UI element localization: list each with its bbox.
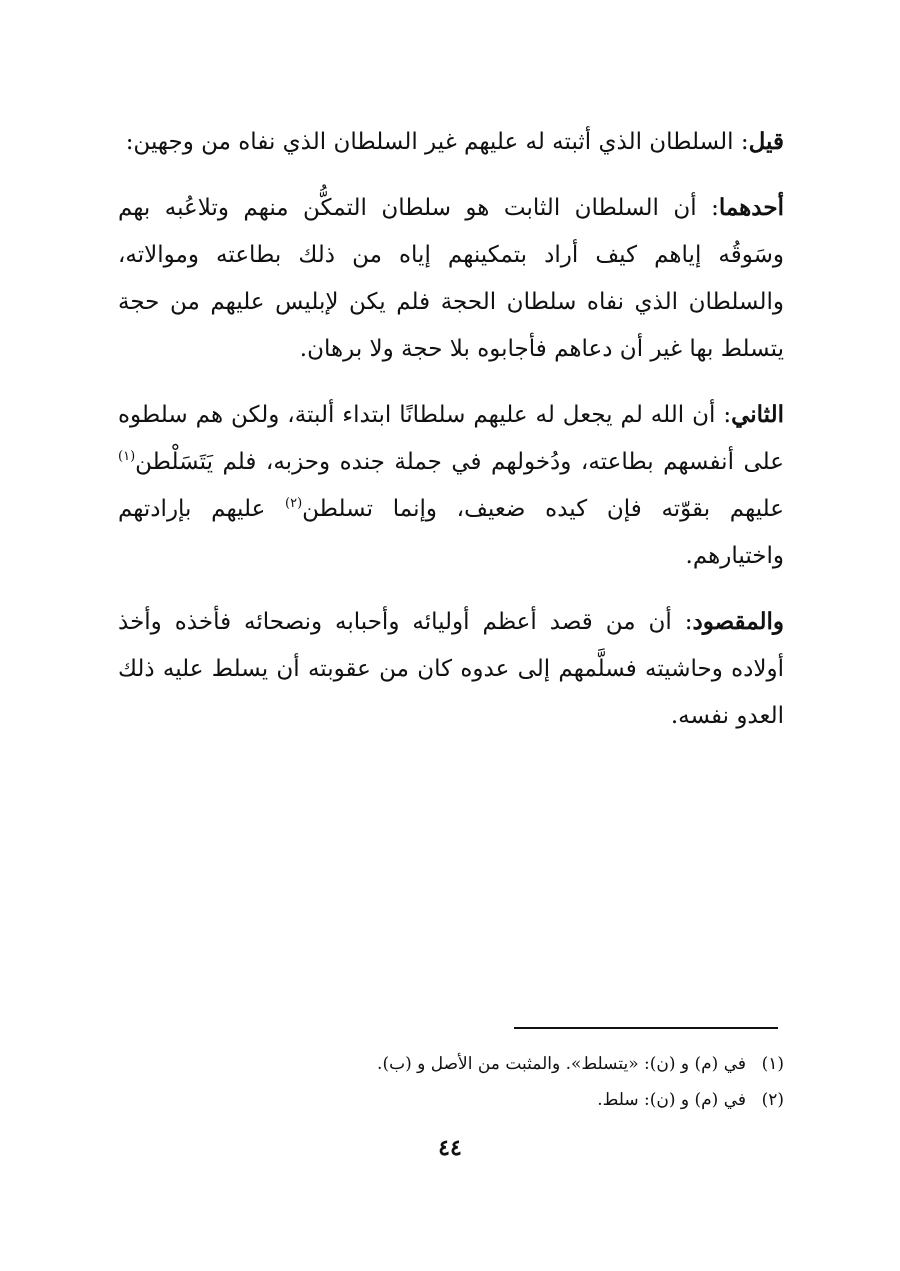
paragraph-text-part: عليهم بقوّته فإن كيده ضعيف، وإنما تسلطن	[302, 496, 784, 522]
lead-separator: :	[733, 129, 749, 155]
paragraph-lead: قيل	[748, 128, 784, 155]
page-number: ٤٤	[438, 1135, 462, 1161]
paragraph-1	[118, 118, 784, 166]
paragraph-text-part: عليهم بإرادتهم واختيارهم.	[118, 496, 784, 569]
paragraph-3	[118, 391, 784, 580]
paragraph-text: السلطان الذي أثبته له عليهم غير السلطان الذي نفاه من وجهين:	[125, 129, 734, 155]
lead-separator: :	[671, 609, 693, 635]
paragraph-text: أن من قصد أعظم أوليائه وأحبابه ونصحائه فأخذه وأخذ أولاده وحاشيته فسلَّمهم إلى عدوه كان من عقوبته أن يسلط عليه ذلك العدو نفسه.	[118, 609, 784, 729]
paragraph-4	[118, 598, 784, 740]
footnote-text: في (م) و (ن): سلط.	[597, 1090, 746, 1110]
paragraph-2	[118, 184, 784, 373]
footnote-number: (١)	[761, 1054, 784, 1074]
lead-separator: :	[715, 402, 732, 428]
footnote-text: في (م) و (ن): «يتسلط». والمثبت من الأصل و (ب).	[377, 1054, 746, 1074]
paragraph-text-part: أن الله لم يجعل له عليهم سلطانًا ابتداء ألبتة، ولكن هم سلطوه على أنفسهم بطاعته، ودُخولهم في جملة جنده وحزبه، فلم يَتَسَلْطن	[118, 402, 784, 475]
footnote-2	[118, 1082, 784, 1118]
paragraph-lead: والمقصود	[692, 608, 784, 635]
footnote-reference-2[interactable]: (٢)	[285, 496, 303, 511]
footnotes	[118, 1046, 784, 1118]
paragraph-lead: الثاني	[731, 401, 784, 428]
footnote-reference-1[interactable]: (١)	[118, 449, 136, 464]
main-text	[118, 118, 784, 758]
footnote-number: (٢)	[761, 1090, 784, 1110]
paragraph-text: أن السلطان الثابت هو سلطان التمكُّن منهم وتلاعُبه بهم وسَوقُه إياهم كيف أراد بتمكينهم إياه من ذلك بطاعته وموالاته، والسلطان الذي نفاه سلطان الحجة فلم يكن لإبليس عليهم من حجة يتسلط بها غير أن دعاهم فأجابوه بلا حجة ولا برهان.	[118, 195, 784, 362]
footnote-divider	[514, 1027, 778, 1029]
lead-separator: :	[696, 195, 719, 221]
footnote-1	[118, 1046, 784, 1082]
paragraph-lead: أحدهما	[718, 194, 784, 221]
